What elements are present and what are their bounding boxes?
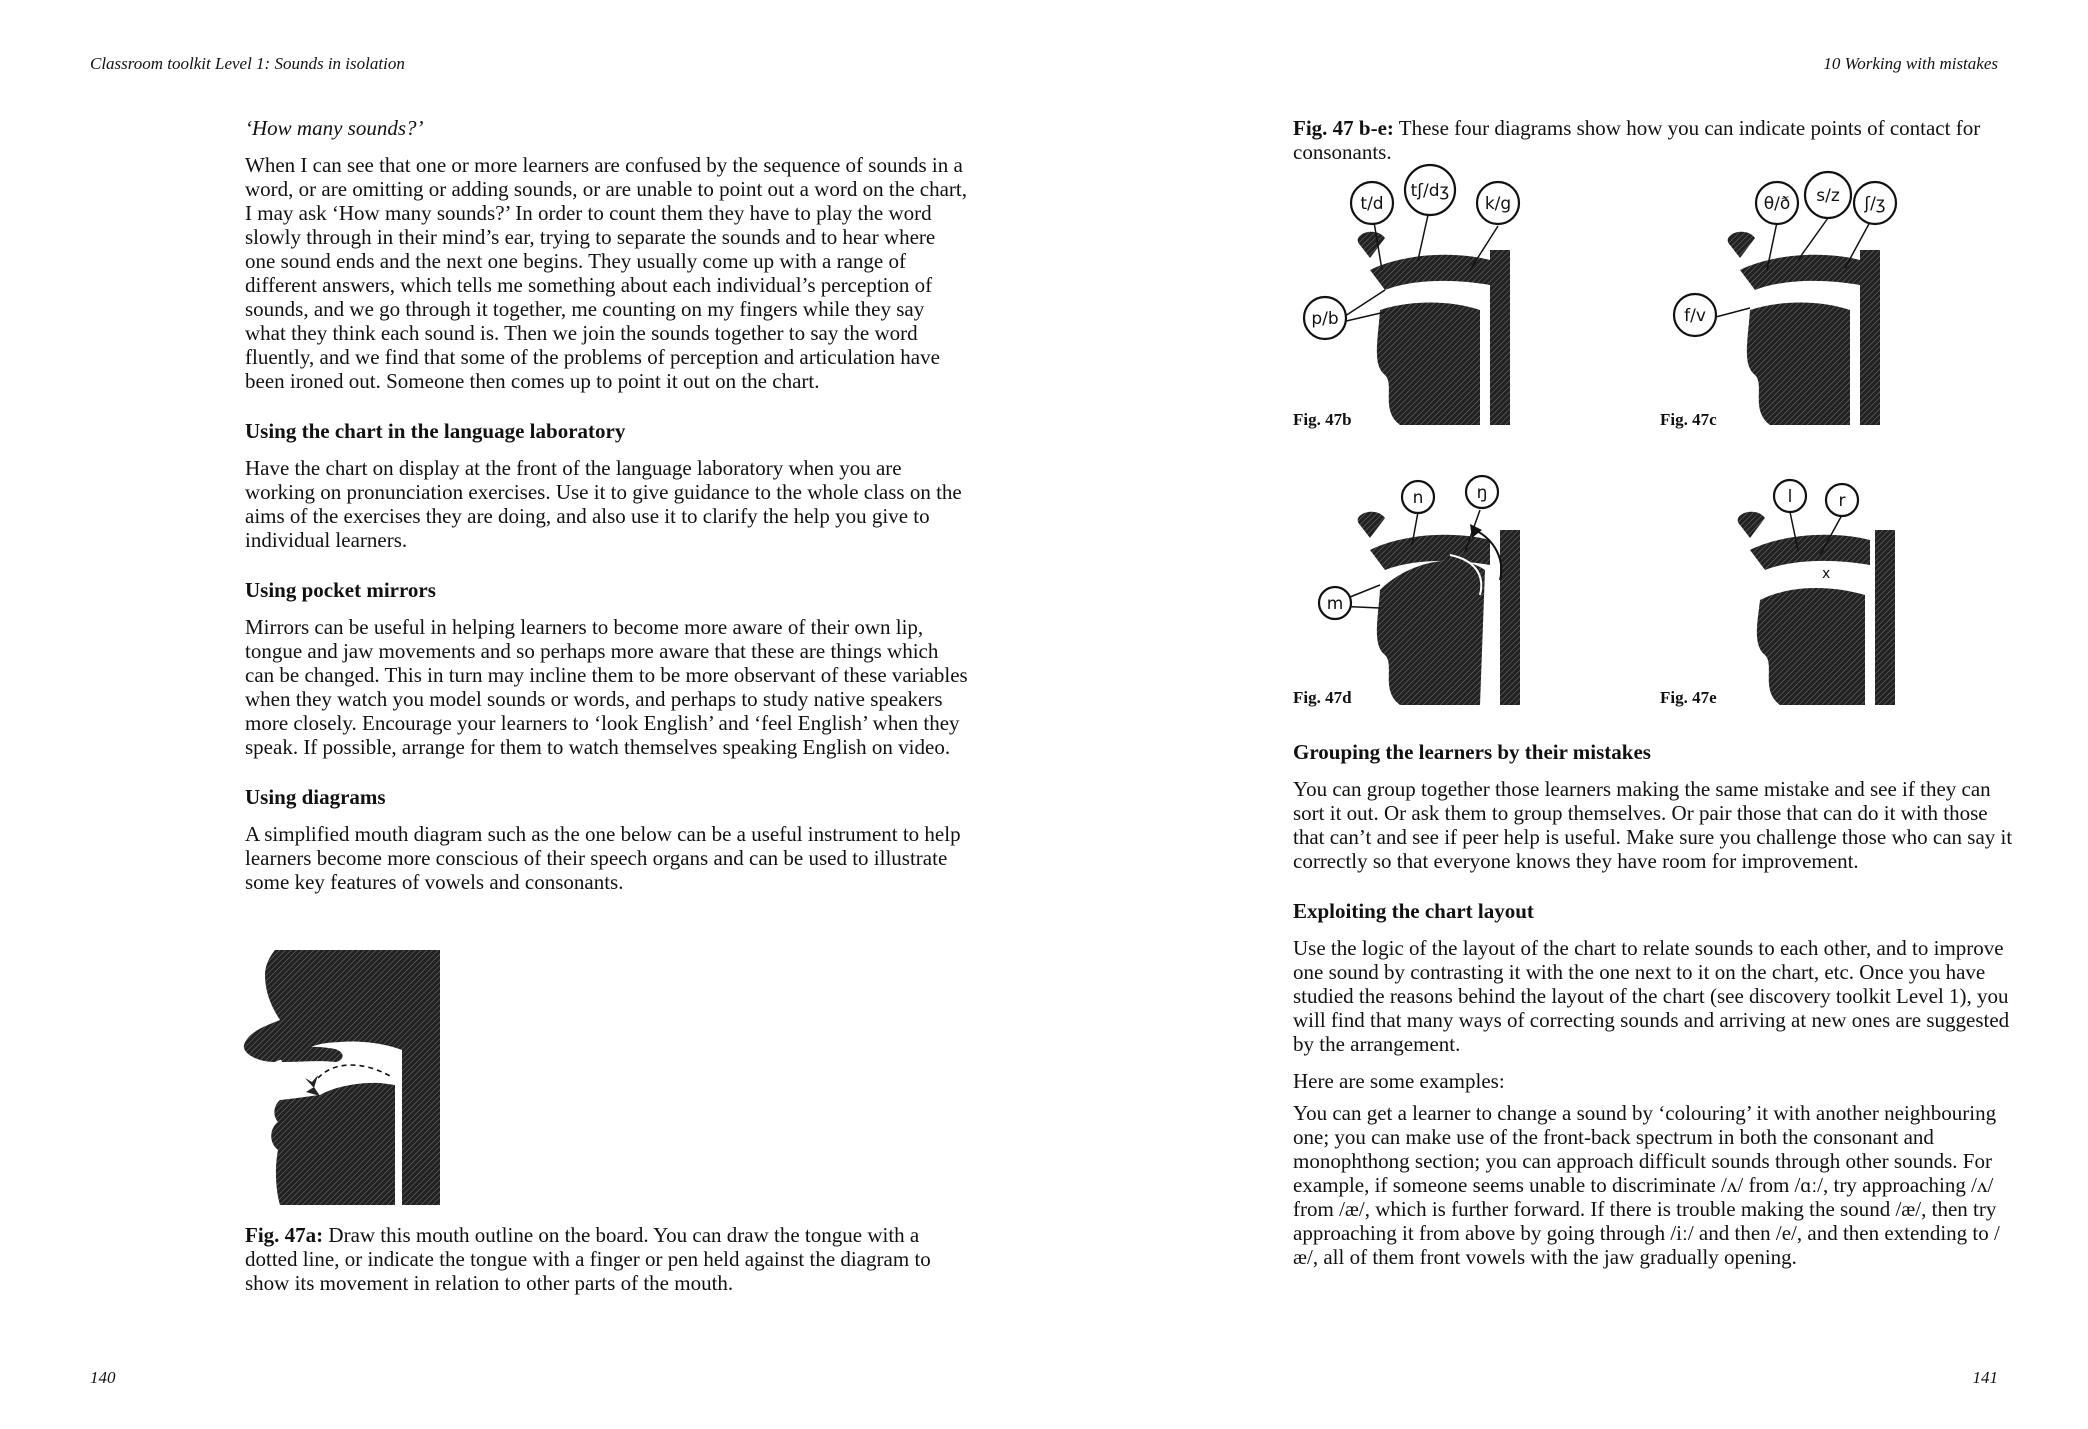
left-page-body (245, 116, 970, 894)
symbol-label: s/z (1816, 186, 1840, 206)
paragraph-chart-layout: Use the logic of the layout of the chart to relate sounds to each other, and to improve one sound by contrasting it with the one next to it on the chart, etc. Once you have studied the reasons behind the layout of the chart (see discovery toolkit Level 1), you will find that many ways of correcting sounds and arriving at new ones are suggested by the arrangement. (1293, 936, 2010, 1056)
symbol-circle-s-z (1805, 172, 1851, 218)
fig-47a-caption (245, 1223, 955, 1295)
fig-47b-e-caption-text: These four diagrams show how you can indicate points of contact for consonants. (1293, 116, 1981, 164)
symbol-label: k/g (1484, 194, 1512, 214)
heading-pocket-mirrors: Using pocket mirrors (245, 578, 436, 602)
symbol-label: f/v (1684, 306, 1706, 326)
right-running-head: 10 Working with mistakes (1823, 54, 1998, 73)
paragraph-using-diagrams: A simplified mouth diagram such as the one below can be a useful instrument to help learners become more conscious of their speech organs and can be used to illustrate some key features of vowels and consonants. (245, 822, 961, 894)
diagram-fig-47d (1300, 460, 1570, 710)
symbol-label: p/b (1311, 309, 1339, 329)
symbol-circle-l (1774, 480, 1806, 512)
symbol-label: t/d (1360, 194, 1384, 214)
fig-47e-label: Fig. 47e (1660, 688, 1717, 707)
symbol-circle-ng (1466, 476, 1498, 508)
paragraph-examples-intro: Here are some examples: (1293, 1069, 1505, 1093)
fig-47c-label: Fig. 47c (1660, 410, 1717, 429)
symbol-circle-t-d (1351, 182, 1393, 224)
mouth-outline-diagram-47a (240, 950, 440, 1205)
diagram-fig-47e (1670, 460, 1940, 710)
symbol-label: tʃ/dʒ (1410, 181, 1450, 201)
left-page-number: 140 (90, 1368, 116, 1387)
heading-using-diagrams: Using diagrams (245, 785, 386, 809)
symbol-circle-n (1402, 481, 1434, 513)
symbol-label: θ/ð (1763, 194, 1791, 214)
symbol-circle-r (1826, 484, 1858, 516)
symbol-circle-th (1756, 182, 1798, 224)
symbol-circle-p-b (1304, 297, 1346, 339)
paragraph-grouping-learners: You can group together those learners making the same mistake and see if they can sort it out. Or ask them to group themselves. Or pair those that can do it with those that can’t and see if peer help is useful. Make sure you challenge those who can say it correctly so that everyone knows they have room for improvement. (1293, 777, 2013, 873)
left-running-head: Classroom toolkit Level 1: Sounds in isolation (90, 54, 405, 73)
section-title-how-many-sounds: ‘How many sounds?’ (245, 116, 424, 140)
svg-text:x: x (1822, 566, 1831, 582)
symbol-label: r (1838, 491, 1846, 511)
symbol-label: ŋ (1476, 483, 1488, 503)
fig-47a-caption-label: Fig. 47a: (245, 1223, 324, 1247)
right-page-body (1293, 740, 2013, 1269)
heading-chart-layout: Exploiting the chart layout (1293, 899, 1534, 923)
paragraph-how-many-sounds: When I can see that one or more learners are confused by the sequence of sounds in a word, or are omitting or adding sounds, or are unable to point out a word on the chart, I may ask ‘How many sounds?’ In order to count them they have to play the word slowly through in their mind’s ear, trying to separate the sounds and to hear where one sound ends and the next one begins. They usually come up with a range of different answers, which tells me something about each individual’s perception of sounds, and we go through it together, me counting on my fingers while they say what they think each sound is. Then we join the sounds together to say the word fluently, and we find that some of the problems of perception and articulation have been ironed out. Someone then comes up to point it out on the chart. (245, 153, 967, 393)
symbol-label: m (1326, 594, 1344, 614)
diagram-fig-47b (1300, 160, 1570, 430)
fig-47b-e-caption-label: Fig. 47 b-e: (1293, 116, 1394, 140)
paragraph-pocket-mirrors: Mirrors can be useful in helping learners to become more aware of their own lip, tongue and jaw movements and so perhaps more aware that these are things which can be changed. This in turn may incline them to be more observant of these variables when they watch you model sounds or words, and perhaps to study native speakers more closely. Encourage your learners to ‘look English’ and ‘feel English’ when they speak. If possible, arrange for them to watch themselves speaking English on video. (245, 615, 968, 759)
right-page-number: 141 (1972, 1368, 1998, 1387)
symbol-label: n (1412, 488, 1424, 508)
symbol-circle-f-v (1674, 294, 1716, 336)
paragraph-language-laboratory: Have the chart on display at the front of the language laboratory when you are working on pronunciation exercises. Use it to give guidance to the whole class on the aims of the exercises they are doing, and also use it to clarify the help you give to individual learners. (245, 456, 962, 552)
symbol-circle-m (1319, 587, 1351, 619)
heading-grouping-learners: Grouping the learners by their mistakes (1293, 740, 1651, 764)
symbol-circle-sh-zh (1854, 182, 1896, 224)
heading-language-laboratory: Using the chart in the language laboratory (245, 419, 626, 443)
symbol-label: ʃ/ʒ (1864, 194, 1886, 214)
paragraph-colouring-sounds: You can get a learner to change a sound by ‘colouring’ it with another neighbouring one; you can make use of the front-back spectrum in both the consonant and monophthong section; you can approach difficult sounds through other sounds. For example, if someone seems unable to discriminate /ʌ/ from /ɑː/, try approaching /ʌ/ from /æ/, which is further forward. If there is trouble making the sound /æ/, then try approaching it from above by going through /iː/ and then /e/, and then extending to /æ/, all of them front vowels with the jaw gradually opening. (1293, 1101, 2000, 1269)
fig-47b-e-caption (1293, 116, 2013, 164)
symbol-label: l (1787, 487, 1793, 507)
fig-47a-caption-text: Draw this mouth outline on the board. You can draw the tongue with a dotted line, or indicate the tongue with a finger or pen held against the diagram to show its movement in relation to other parts of the mouth. (245, 1223, 931, 1295)
fig-47d-label: Fig. 47d (1293, 688, 1352, 707)
diagram-fig-47c (1670, 160, 1940, 430)
fig-47b-label: Fig. 47b (1293, 410, 1352, 429)
symbol-circle-k-g (1477, 182, 1519, 224)
symbol-circle-tsh-dzh (1405, 165, 1455, 215)
